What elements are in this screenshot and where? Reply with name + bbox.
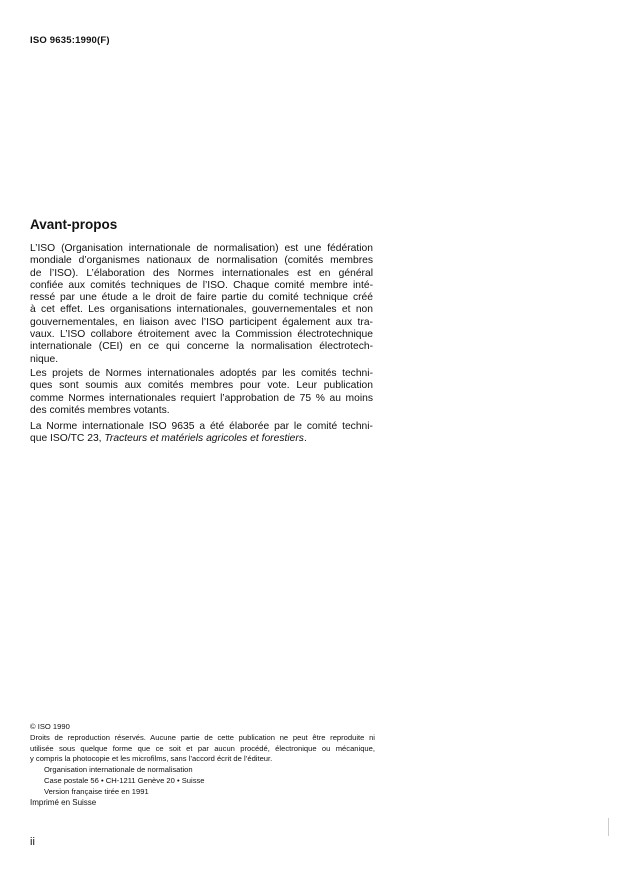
text-line: comme Normes internationales requiert l’approbation de 75 % au moins	[30, 392, 373, 404]
paragraph-iso-intro	[30, 243, 373, 366]
text-line: La Norme internationale ISO 9635 a été élaborée par le comité techni-	[30, 421, 373, 432]
text-line: ressé par une étude a le droit de faire partie du comité technique créé	[30, 292, 373, 304]
copyright-notice	[30, 722, 375, 765]
text-line: confiée aux comités techniques de l’ISO. Chaque comité membre inté-	[30, 279, 373, 291]
scan-edge-mark	[608, 818, 609, 836]
text-line: gouvernementales, en liaison avec l’ISO participent également aux tra-	[30, 316, 373, 328]
section-title: Avant-propos	[30, 217, 118, 232]
page-number: ii	[30, 836, 35, 848]
text-line: de l’ISO). L’élaboration des Normes internationales est en général	[30, 267, 373, 279]
paragraph-voting	[30, 368, 373, 417]
rights-line: y compris la photocopie et les microfilms, sans l’accord écrit de l’éditeur.	[30, 754, 273, 764]
text-line: ques sont soumis aux comités membres pour vote. Leur publication	[30, 380, 373, 392]
version-line: Version française tirée en 1991	[44, 786, 149, 796]
text-line: Les projets de Normes internationales adoptés par les comités techni-	[30, 368, 373, 379]
text-line: vaux. L’ISO collabore étroitement avec la Commission électrotechnique	[30, 329, 373, 341]
text-line: mondiale d’organismes nationaux de normalisation (comités membres	[30, 255, 373, 267]
text-fragment: .	[303, 433, 307, 445]
copyright-line: © ISO 1990	[30, 722, 70, 731]
text-line: des comités membres votants.	[30, 404, 170, 416]
paragraph-committee	[30, 421, 373, 446]
organization-name: Organisation internationale de normalisation	[44, 765, 193, 774]
text-fragment: que ISO/TC 23,	[30, 433, 105, 445]
printed-in: Imprimé en Suisse	[30, 798, 97, 807]
rights-line: utilisée sous quelque forme que ce soit et par aucun procédé, électronique ou mécanique,	[30, 743, 375, 753]
text-line: internationale (CEI) en ce qui concerne la normalisation électrotech-	[30, 341, 373, 353]
text-line: L’ISO (Organisation internationale de normalisation) est une fédération	[30, 243, 373, 254]
publisher-address	[44, 765, 344, 797]
address-line: Case postale 56 • CH-1211 Genève 20 • Suisse	[44, 775, 205, 785]
text-line: à cet effet. Les organisations internationales, gouvernementales et non	[30, 304, 373, 316]
text-line: nique.	[30, 353, 59, 365]
document-id-header: ISO 9635:1990(F)	[30, 35, 110, 46]
text-line	[30, 433, 373, 445]
rights-line: Droits de reproduction réservés. Aucune partie de cette publication ne peut être reproduite ni	[30, 732, 375, 742]
committee-title: Tracteurs et matériels agricoles et forestiers	[104, 433, 304, 445]
